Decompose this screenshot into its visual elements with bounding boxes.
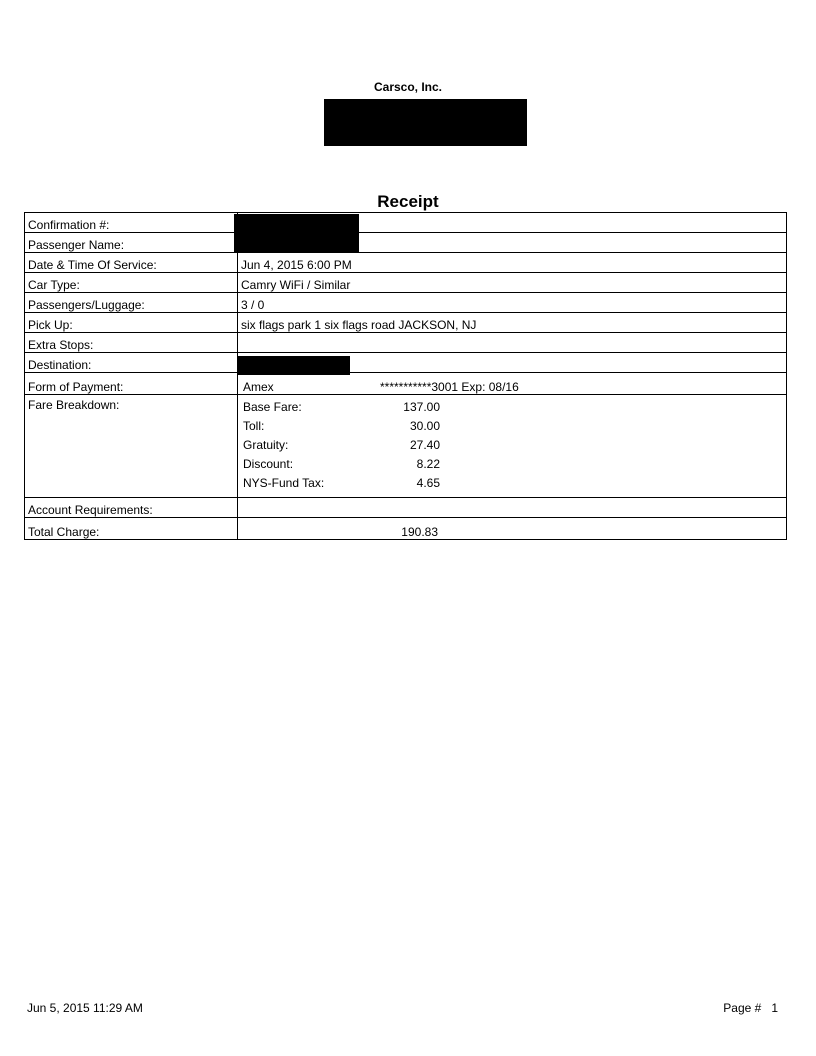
destination-label: Destination: <box>25 353 238 373</box>
car-type-label: Car Type: <box>25 273 238 293</box>
passengers-luggage-value: 3 / 0 <box>238 293 787 313</box>
fare-item-amount: 8.22 <box>416 457 440 471</box>
fare-breakdown-list <box>241 398 783 490</box>
row-passenger-name <box>25 233 787 253</box>
fare-item-name: Gratuity: <box>243 438 289 452</box>
account-requirements-label: Account Requirements: <box>25 498 238 518</box>
total-charge-amount: 190.83 <box>401 525 438 539</box>
form-of-payment-label: Form of Payment: <box>25 373 238 395</box>
confirmation-label: Confirmation #: <box>25 213 238 233</box>
row-form-of-payment <box>25 373 787 395</box>
fare-item-name: Toll: <box>243 419 265 433</box>
total-charge-value <box>238 518 787 540</box>
row-total-charge <box>25 518 787 540</box>
fare-item-amount: 137.00 <box>403 400 440 414</box>
payment-method: Amex <box>243 380 274 394</box>
fare-breakdown-label: Fare Breakdown: <box>25 395 238 498</box>
fare-breakdown-value <box>238 395 787 498</box>
form-of-payment-value <box>238 373 787 395</box>
page-number: 1 <box>771 1001 778 1015</box>
total-charge-label: Total Charge: <box>25 518 238 540</box>
confirmation-passenger-redaction <box>234 214 359 252</box>
fare-item-amount: 4.65 <box>416 476 440 490</box>
passengers-luggage-label: Passengers/Luggage: <box>25 293 238 313</box>
car-type-value: Camry WiFi / Similar <box>238 273 787 293</box>
page-indicator <box>723 1001 778 1015</box>
fare-item-name: Discount: <box>243 457 294 471</box>
row-destination <box>25 353 787 373</box>
row-fare-breakdown <box>25 395 787 498</box>
fare-item-amount: 27.40 <box>409 438 440 452</box>
print-timestamp: Jun 5, 2015 11:29 AM <box>27 1001 143 1015</box>
row-passengers-luggage <box>25 293 787 313</box>
date-time-value: Jun 4, 2015 6:00 PM <box>238 253 787 273</box>
receipt-title: Receipt <box>377 192 439 211</box>
payment-card: ***********3001 Exp: 08/16 <box>380 380 519 394</box>
row-extra-stops <box>25 333 787 353</box>
passenger-name-label: Passenger Name: <box>25 233 238 253</box>
fare-item-amount: 30.00 <box>409 419 440 433</box>
extra-stops-label: Extra Stops: <box>25 333 238 353</box>
date-time-label: Date & Time Of Service: <box>25 253 238 273</box>
extra-stops-value <box>238 333 787 353</box>
receipt-table <box>24 212 787 540</box>
pick-up-value: six flags park 1 six flags road JACKSON, NJ <box>238 313 787 333</box>
row-confirmation <box>25 213 787 233</box>
company-name: Carsco, Inc. <box>373 80 443 94</box>
row-account-requirements <box>25 498 787 518</box>
row-car-type <box>25 273 787 293</box>
page-label: Page # <box>723 1001 762 1015</box>
fare-item-name: Base Fare: <box>243 400 302 414</box>
company-address-redaction <box>324 99 527 146</box>
row-date-time <box>25 253 787 273</box>
row-pick-up <box>25 313 787 333</box>
account-requirements-value <box>238 498 787 518</box>
destination-redaction <box>237 356 350 375</box>
pick-up-label: Pick Up: <box>25 313 238 333</box>
fare-item-name: NYS-Fund Tax: <box>243 476 325 490</box>
